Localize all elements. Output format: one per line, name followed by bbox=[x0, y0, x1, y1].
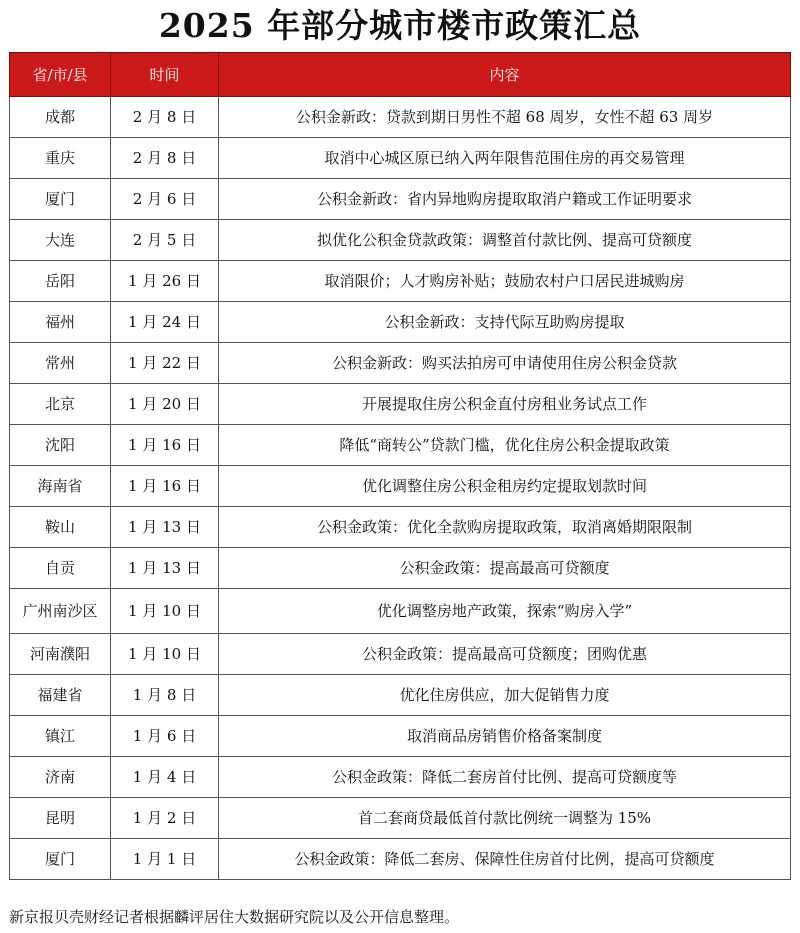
table-row bbox=[10, 548, 791, 589]
table-row bbox=[10, 675, 791, 716]
date-cell: 2 月 6 日 bbox=[111, 179, 219, 220]
city-cell: 福州 bbox=[10, 302, 111, 343]
table-row bbox=[10, 302, 791, 343]
table-body bbox=[10, 97, 791, 880]
table-row bbox=[10, 716, 791, 757]
city-cell: 镇江 bbox=[10, 716, 111, 757]
table-row bbox=[10, 138, 791, 179]
content-cell: 公积金新政：支持代际互助购房提取 bbox=[219, 302, 791, 343]
date-cell: 1 月 26 日 bbox=[111, 261, 219, 302]
content-cell: 公积金政策：提高最高可贷额度；团购优惠 bbox=[219, 634, 791, 675]
city-cell: 沈阳 bbox=[10, 425, 111, 466]
content-cell: 拟优化公积金贷款政策：调整首付款比例、提高可贷额度 bbox=[219, 220, 791, 261]
content-cell: 优化住房供应，加大促销售力度 bbox=[219, 675, 791, 716]
content-cell: 取消商品房销售价格备案制度 bbox=[219, 716, 791, 757]
date-cell: 1 月 2 日 bbox=[111, 798, 219, 839]
city-cell: 北京 bbox=[10, 384, 111, 425]
date-cell: 1 月 24 日 bbox=[111, 302, 219, 343]
date-cell: 1 月 8 日 bbox=[111, 675, 219, 716]
column-header-city: 省/市/县 bbox=[10, 53, 111, 97]
table-row bbox=[10, 507, 791, 548]
date-cell: 1 月 13 日 bbox=[111, 507, 219, 548]
city-cell: 大连 bbox=[10, 220, 111, 261]
city-cell: 河南濮阳 bbox=[10, 634, 111, 675]
table-row bbox=[10, 757, 791, 798]
city-cell: 成都 bbox=[10, 97, 111, 138]
table-row bbox=[10, 343, 791, 384]
table-row bbox=[10, 798, 791, 839]
content-cell: 公积金新政：购买法拍房可申请使用住房公积金贷款 bbox=[219, 343, 791, 384]
source-note: 新京报贝壳财经记者根据麟评居住大数据研究院以及公开信息整理。 bbox=[9, 908, 460, 926]
city-cell: 自贡 bbox=[10, 548, 111, 589]
content-cell: 取消中心城区原已纳入两年限售范围住房的再交易管理 bbox=[219, 138, 791, 179]
date-cell: 1 月 16 日 bbox=[111, 425, 219, 466]
table-row bbox=[10, 466, 791, 507]
date-cell: 1 月 10 日 bbox=[111, 589, 219, 634]
date-cell: 1 月 4 日 bbox=[111, 757, 219, 798]
city-cell: 常州 bbox=[10, 343, 111, 384]
table-row bbox=[10, 634, 791, 675]
content-cell: 降低“商转公”贷款门槛，优化住房公积金提取政策 bbox=[219, 425, 791, 466]
table-header-row bbox=[10, 53, 791, 97]
content-cell: 取消限价；人才购房补贴；鼓励农村户口居民进城购房 bbox=[219, 261, 791, 302]
city-cell: 厦门 bbox=[10, 179, 111, 220]
table-row bbox=[10, 839, 791, 880]
content-cell: 公积金政策：提高最高可贷额度 bbox=[219, 548, 791, 589]
city-cell: 海南省 bbox=[10, 466, 111, 507]
city-cell: 济南 bbox=[10, 757, 111, 798]
date-cell: 1 月 13 日 bbox=[111, 548, 219, 589]
table-row bbox=[10, 97, 791, 138]
city-cell: 重庆 bbox=[10, 138, 111, 179]
city-cell: 昆明 bbox=[10, 798, 111, 839]
date-cell: 1 月 6 日 bbox=[111, 716, 219, 757]
city-cell: 厦门 bbox=[10, 839, 111, 880]
column-header-date: 时间 bbox=[111, 53, 219, 97]
table-row bbox=[10, 384, 791, 425]
city-cell: 广州南沙区 bbox=[10, 589, 111, 634]
date-cell: 1 月 1 日 bbox=[111, 839, 219, 880]
date-cell: 1 月 16 日 bbox=[111, 466, 219, 507]
content-cell: 首二套商贷最低首付款比例统一调整为 15% bbox=[219, 798, 791, 839]
content-cell: 开展提取住房公积金直付房租业务试点工作 bbox=[219, 384, 791, 425]
city-cell: 鞍山 bbox=[10, 507, 111, 548]
date-cell: 1 月 10 日 bbox=[111, 634, 219, 675]
content-cell: 公积金政策：优化全款购房提取政策，取消离婚期限限制 bbox=[219, 507, 791, 548]
date-cell: 1 月 22 日 bbox=[111, 343, 219, 384]
date-cell: 2 月 8 日 bbox=[111, 138, 219, 179]
table-row bbox=[10, 179, 791, 220]
content-cell: 优化调整房地产政策，探索“购房入学” bbox=[219, 589, 791, 634]
city-cell: 福建省 bbox=[10, 675, 111, 716]
content-cell: 公积金新政：省内异地购房提取取消户籍或工作证明要求 bbox=[219, 179, 791, 220]
content-cell: 公积金新政：贷款到期日男性不超 68 周岁，女性不超 63 周岁 bbox=[219, 97, 791, 138]
date-cell: 2 月 5 日 bbox=[111, 220, 219, 261]
date-cell: 2 月 8 日 bbox=[111, 97, 219, 138]
table-row bbox=[10, 589, 791, 634]
content-cell: 公积金政策：降低二套房、保障性住房首付比例，提高可贷额度 bbox=[219, 839, 791, 880]
table-row bbox=[10, 220, 791, 261]
city-cell: 岳阳 bbox=[10, 261, 111, 302]
column-header-content: 内容 bbox=[219, 53, 791, 97]
page-title: 2025 年部分城市楼市政策汇总 bbox=[158, 6, 642, 45]
content-cell: 优化调整住房公积金租房约定提取划款时间 bbox=[219, 466, 791, 507]
policy-table bbox=[9, 52, 791, 880]
table-row bbox=[10, 425, 791, 466]
table-row bbox=[10, 261, 791, 302]
content-cell: 公积金政策：降低二套房首付比例、提高可贷额度等 bbox=[219, 757, 791, 798]
date-cell: 1 月 20 日 bbox=[111, 384, 219, 425]
